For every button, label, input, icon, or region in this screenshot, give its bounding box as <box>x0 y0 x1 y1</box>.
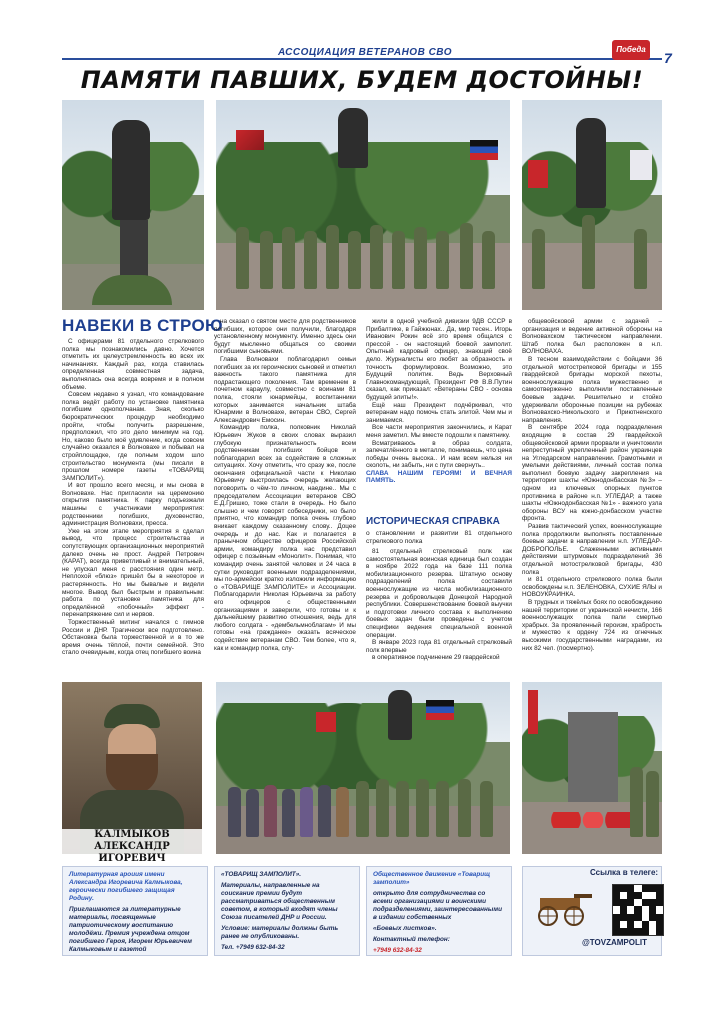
paragraph: Командир полка, полковник Николай Юрьевич Жуков в своих словах выразил глубокую признательность всем родственникам погибших бойцов и поблагодарил всех за содействие в сложных ситуациях. Хочу отметить, что сразу же, после окончания официальной части к Николаю Юрьевичу выстроилась очередь желающих поговорить о чём-то личном, наедине.. Мы с председателем Ассоциации ветеранов СВО Е.Д.Гришко, тоже стали в очередь. Но было слышно и чем говорят собеседники, но было приятно, что командир полка очень глубоко вникает каждому сказанному слову.. Доцее очередь и до нас. Как и полагается в пранычном обществе офицеров Российской армии, командиру полка нас представил офицер с позывным «Монолит». Понимая, что командир очень занятой человек и 24 часа в сутки руководит военными подразделениями, мы по-армейски кратко изложили информацию о «ТОВАРИЩЕ ЗАМПОЛИТЕ» и Ассоциации. Поблагодарили Николая Юрьевича за работу его офицеров с общественными организациями и заверили, что готовы и к дальнейшему развитию отношения, ведь для любого солдата - «дембельмноблагам» И мы готовы «на гражданке» оказать всяческое содействие ветеранам СВО. Тем более, что я, как и командир полка, слу- <box>214 424 356 652</box>
conditions-line: Материалы, направленные на соискание премии будут рассматриваться общественным советом, в который входят члены Союза писателей ДНР и России. <box>221 882 338 921</box>
paragraph: В сентябре 2024 года подразделения входящие в состав 29 гвардейской общевойсковой армии прорвали и уничтожили непреступный укрепленный район украинцев на Угледарском направлении. Грамотными и умелыми действиями, личный состав полка выполнил боевую задачу закрепления на территории шахты «Южнодонбасская №3» – одном из ключевых опорных пунктов противника в районе н.п. УГЛЕДАР, а также шахты «Южнодонбасская №1» - важного узла обороны ВСУ на южно-донбасском участке фронта. <box>522 424 662 523</box>
telegram-label: Ссылка в телеге: <box>590 868 659 877</box>
paragraph: в оперативное подчинение 29 гвардейской <box>372 654 500 662</box>
header-rule <box>62 58 662 60</box>
paragraph: И вот прошло всего месяц, и мы снова в Волновахе. Нас пригласили на церемонию открытия памятника. К парку подъезжали машины с участниками мероприятия: родственники погибших, духовенство, администрация Волновахи, пресса. <box>62 482 204 528</box>
paragraph: Развив тактический успех, военнослужащие полка продолжили выполнять поставленные боевые задачи в направлении н.п. УГЛЕДАР-ДОБРОПОЛЬЕ. Слаженными активными действиями штурмовых подразделений 36 отдельной мотострелковой бригады, 430 полка <box>522 523 662 576</box>
paragraph: Все части мероприятия закончились, и Карат меня заметил. Мы вместе подошли к памятнику. <box>366 424 512 439</box>
movement-text: «Боевых листков». <box>373 925 437 932</box>
paragraph: С офицерами 81 отдельного стрелкового полка мы познакомились давно. Хочется отметить их целеустремленность во всех их начинаниях. Каждый раз, когда ставилась определенная совместная задача, выполнялась она всегда вовремя и в полном объеме. <box>62 338 204 391</box>
pobeda-logo: Победа <box>612 40 650 60</box>
header-association: АССОЦИАЦИЯ ВЕТЕРАНОВ СВО <box>250 47 480 58</box>
paragraph: на сказал о святом месте для родственников погибших, которое они получили, благодаря установленному монументу. Именно здесь они будут мысленно общаться со своими погибшими сыновьями. <box>214 318 356 356</box>
movement-text: открыто для сотрудничества со всеми организациями и воинскими подразделениями, заинтересованными в издании собственных <box>373 890 502 921</box>
award-text: Приглашаются за литературные материалы, посвященные патриотическому воспитанию молодёжи. Премия учреждена отцом погибшего Героя, Игорем Юрьевичем Калмыковым и газетой <box>69 906 192 953</box>
paragraph: Совсем недавно я узнал, что командование полка ведёт работу по установке памятника погибшим однополчанам. Зная, сколько бюрократических процедур необходимо пройти, чтобы получить разрешение, предположил, что это дело минимум на год. Но, каково было моё удивление, когда совсем случайно оказался в Волновахе и побывал на стройплощадке, где полным ходом шло строительство монумента (мы писали в прошлом номере газеты «ТОВАРИЩ ЗАМПОЛИТ»). <box>62 391 204 482</box>
conditions-line: «ТОВАРИЩ ЗАМПОЛИТ». <box>221 871 302 878</box>
paragraph: Ещё наш Президент подчёркивал, что ветеранам надо помочь стать элитой. Чем мы и занимаемся. <box>366 401 512 424</box>
photo-soldiers-group <box>216 100 510 310</box>
movement-contact-label: Контактный телефон: <box>373 936 450 943</box>
footer-award-box <box>62 866 208 956</box>
paragraph: Всматриваюсь в образ солдата, запечатлённого в металле, понимаешь, что цена победы очень высока.. И нам всем нельзя ни сколоть, ни забыть, ни с пути свернуть.. <box>366 439 512 470</box>
paragraph: Уже на этом этапе мероприятия я сделал вывод, что процесс строительства и сопутствующих организационных мероприятий далеко очень не прост. Андрей Петрович (КАРАТ), всегда приветливый и внимательный, не упускал меня с расстояния один метр. Неплохой «блюз» пришёл бы в некоторое и растерянность. Но мы бывалые и видели многое. Вывод был быстрым и правильным: работа по установке памятника для определённой «побочный» эффект - перенапряжение сил и нервов. <box>62 527 204 619</box>
slogan: СЛАВА НАШИМ ГЕРОЯМ! И ВЕЧНАЯ ПАМЯТЬ. <box>366 469 512 485</box>
portrait-caption <box>62 829 202 865</box>
photo-flowers-monument <box>522 682 662 854</box>
article-column-4 <box>522 318 662 676</box>
cart-icon <box>534 888 596 928</box>
portrait-caption-line1: КАЛМЫКОВ АЛЕКСАНДР <box>94 829 170 852</box>
movement-phone[interactable]: +7949 632-84-32 <box>373 947 422 954</box>
page-number: 7 <box>664 50 672 66</box>
footer-award-conditions <box>214 866 360 956</box>
qr-code-icon[interactable] <box>612 884 664 936</box>
section-title-naveki: НАВЕКИ В СТРОЮ <box>62 316 223 335</box>
telegram-handle[interactable]: @TOVZAMPOLIT <box>582 938 647 947</box>
paragraph: общевойсковой армии с задачей – организация и ведение активной обороны на Волновахском тактическом направлении. Штаб полка был расположен в н.п. ВОЛНОВАХА. <box>522 318 662 356</box>
award-title: Литературная ароиия имени Александра Игоревича Калмыкова, героически погибшего защищая Родину. <box>69 871 183 902</box>
article-column-3 <box>366 318 512 508</box>
conditions-phone: Тел. +7949 632-84-32 <box>221 944 285 951</box>
footer-movement-box <box>366 866 512 956</box>
article-column-1 <box>62 338 204 676</box>
paragraph: и 81 отдельного стрелкового полка были освобождены н.п. ЗЕЛЕНОВКА, СУХИЕ ЯЛЫ и НОВОУКРАИНКА. <box>522 576 662 599</box>
paragraph: Глава Волновахи поблагодарил семьи погибших за их героических сыновей и отметил важность такого памятника для подрастающего поколения. Там временем в почетном караулу, совместно с воинами 81 полка, стояли юнармейцы, воспитанники которых занимается начальник штаба Юнармии в Волновахе, ветеран СВО, Сергей Александрович Емосин. <box>214 355 356 424</box>
photo-crowd-ceremony <box>216 682 510 854</box>
portrait-caption-line2: ИГОРЕВИЧ <box>98 853 166 864</box>
paragraph: 81 отдельный стрелковый полк как самостоятельная воинская единица был создан в ноябре 2022 года на базе 111 полка мобилизационного резерва. Штатную основу подразделений полка составили военнослужащие из числа мобилизационного резерва и добровольцев Донецкой Народной республики. Совершенствование боевой выучки и подготовки личного состава к выполнению боевых задач были проведены с учетом специфики ведения специальной военной операции. <box>366 548 512 639</box>
photo-monument-left <box>62 100 204 310</box>
paragraph: В тесном взаимодействии с бойцами 36 отдельной мотострелковой бригады и 155 гвардейской бригады морской пехоты, военнослужащие полка мужественно и самоотверженно выполнили поставленные боевые задачи. Решительно и стойко удерживали оборонные позиции на рубежах Волновахско-Никольского и Приютненского направления. <box>522 355 662 424</box>
paragraph: жили в одной учебной дивизии 9ДВ СССР в Прибалтике, в Гайжюнах.. Да, мир тесен.. Игорь Иванович Рокин всё это время общался с прессой - он настоящий боевой замполит. Опытный кадровый офицер, знающий своё дело. Журналисты его любят за образность и точность формулировок. Возможно, это Будущий политик. Ведь Верховный Главнокомандующий, Президент РФ В.В.Путин сказал, как приказал: «Ветераны СВО - основа будущей элиты!». <box>366 318 512 401</box>
paragraph: Торжественный митинг начался с гимнов России и ДНР. Трагически все подготовлено. Обстановка была торжественной и в то же время очень тёплой, почти семейной. Это стало очевидным, когда отец погибшего воина <box>62 618 204 657</box>
movement-title: Общественное движение «Товарищ замполит» <box>373 871 491 886</box>
history-subtitle: о становлении и развитии 81 отдельного стрелкового полка <box>366 530 512 545</box>
article-column-2 <box>214 318 356 676</box>
paragraph: В трудных и тяжёлых боях по освобождению нашей территории от украинской нечисти, 166 военнослужащих полка пали смертью храбрых. За проявленный героизм, храбрость и мужество к ордену 724 из огнечных высокими государственными наградами, из них 82 чел. (посмертно). <box>522 598 662 652</box>
conditions-line: Условие: материалы должны быть ранее не опубликованы. <box>221 925 339 940</box>
section-title-history: ИСТОРИЧЕСКАЯ СПРАВКА <box>366 516 500 527</box>
photo-monument-right <box>522 100 662 310</box>
paragraph: В январе 2023 года 81 отдельный стрелковый полк впервые <box>366 639 512 654</box>
headline: ПАМЯТИ ПАВШИХ, БУДЕМ ДОСТОЙНЫ! <box>80 66 644 94</box>
article-column-3b <box>366 548 512 678</box>
